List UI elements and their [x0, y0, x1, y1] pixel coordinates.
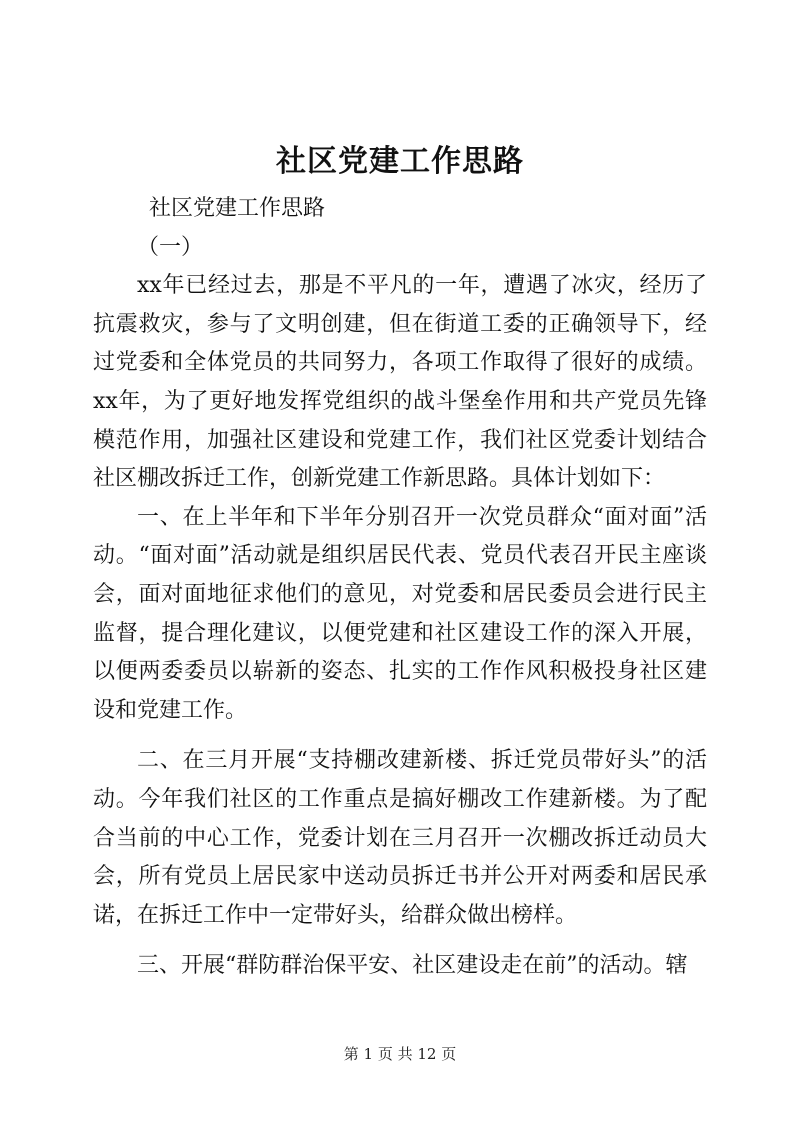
page-number-footer: 第 1 页 共 12 页: [343, 1045, 457, 1063]
section-marker: （一）: [137, 234, 204, 260]
document-subtitle: 社区党建工作思路: [149, 196, 326, 221]
document-title: 社区党建工作思路: [276, 144, 524, 179]
paragraph-item-1: 一、在上半年和下半年分别召开一次党员群众“面对面”活动。“面对面”活动就是组织居民代表、党员代表召开民主座谈会，面对面地征求他们的意见，对党委和居民委员会进行民主监督，提合理化建议，以便党建和社区建设工作的深入开展，以便两委委员以崭新的姿态、扎实的工作作风积极投身社区建设和党建工作。: [93, 504, 707, 723]
paragraph-item-2: 二、在三月开展“支持棚改建新楼、拆迁党员带好头”的活动。今年我们社区的工作重点是搞好棚改工作建新楼。为了配合当前的中心工作，党委计划在三月召开一次棚改拆迁动员大会，所有党员上居民家中送动员拆迁书并公开对两委和居民承诺，在拆迁工作中一定带好头，给群众做出榜样。: [93, 748, 707, 928]
paragraph-gap: [93, 935, 707, 947]
paragraph-item-3: 三、开展“群防群治保平安、社区建设走在前”的活动。辖: [137, 953, 688, 979]
paragraph-intro: xx年已经过去，那是不平凡的一年，遭遇了冰灾，经历了抗震救灾，参与了文明创建，但在街道工委的正确领导下，经过党委和全体党员的共同努力，各项工作取得了很好的成绩。xx年，为了更好地发挥党组织的战斗堡垒作用和共产党员先锋模范作用，加强社区建设和党建工作，我们社区党委计划结合社区棚改拆迁工作，创新党建工作新思路。具体计划如下：: [93, 273, 707, 492]
paragraph-gap: [93, 730, 707, 742]
document-body: [93, 190, 707, 986]
